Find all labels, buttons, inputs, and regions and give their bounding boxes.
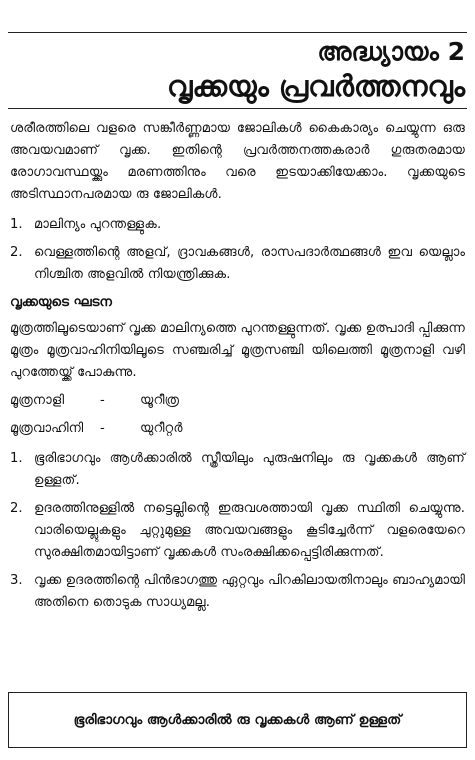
list-number: 2.: [10, 501, 23, 516]
definition-row: [10, 390, 465, 412]
title-rule: [8, 108, 467, 109]
definition-meaning: യുറീറ്റർ: [140, 421, 183, 436]
callout-text: ഭൂരിഭാഗവും ആൾക്കാരിൽ രു വൃക്കകൾ ആണ് ഉള്ളത്: [73, 712, 402, 728]
list-number: 3.: [10, 573, 23, 588]
section-heading: വൃക്കയുടെ ഘടന: [10, 295, 112, 310]
definition-term: മൂത്രവാഹിനി: [10, 421, 84, 436]
list-item: [10, 242, 465, 286]
chapter-number: അദ്ധ്യായം 2: [317, 37, 465, 66]
callout-box: [8, 692, 467, 748]
definition-row: [10, 418, 465, 440]
definition-dash: -: [100, 421, 105, 436]
list-number: 2.: [10, 245, 23, 260]
list-text: വെള്ളത്തിന്റെ അളവ്, ദ്രാവകങ്ങൾ, രാസപദാർത്ഥങ്ങൾ ഇവ യെല്ലാം നിശ്ചിത അളവിൽ നിയന്ത്രിക്കുക.: [34, 245, 465, 282]
list-number: 1.: [10, 217, 23, 232]
chapter-body: [10, 118, 465, 614]
top-rule: [8, 32, 467, 33]
list-item: [10, 448, 465, 492]
facts-list: [10, 448, 465, 614]
list-text: മാലിന്യം പുറന്തള്ളുക.: [34, 217, 162, 232]
list-item: [10, 498, 465, 564]
list-item: [10, 214, 465, 236]
definition-dash: -: [100, 393, 105, 408]
list-item: [10, 570, 465, 614]
functions-list: [10, 214, 465, 286]
list-number: 1.: [10, 451, 23, 466]
definition-meaning: യൂറീത്ര: [140, 393, 180, 408]
list-text: ഭൂരിഭാഗവും ആൾക്കാരിൽ സ്ത്രീയിലും പുരുഷനിലും രു വൃക്കകൾ ആണ് ഉള്ളത്.: [34, 451, 465, 488]
chapter-title: വൃക്കയും പ്രവർത്തനവും: [166, 69, 465, 103]
structure-paragraph: മൂത്രത്തിലൂടെയാണ് വൃക്ക മാലിന്യത്തെ പുറന്തള്ളുന്നത്. വൃക്ക ഉത്പാദി പ്പിക്കുന്ന മൂത്രം മൂത്രവാഹിനിയിലൂടെ സഞ്ചരിച്ച് മൂത്രസഞ്ചി യിലെത്തി മൂത്രനാളി വഴി പുറത്തേയ്ക്ക് പോകുന്നു.: [10, 321, 465, 380]
definition-term: മൂത്രനാളി: [10, 393, 65, 408]
intro-paragraph: ശരീരത്തിലെ വളരെ സങ്കീർണ്ണമായ ജോലികൾ കൈകാര്യം ചെയ്യുന്ന ഒരു അവയവമാണ് വൃക്ക. ഇതിന്റെ പ്രവർത്തനത്തകരാർ ഗുരുതരമായ രോഗാവസ്ഥയ്ക്കും മരണത്തിനും വരെ ഇടയാക്കിയേക്കാം. വൃക്കയുടെ അടിസ്ഥാനപരമായ രു ജോലികൾ.: [10, 121, 465, 202]
list-text: ഉദരത്തിനുള്ളിൽ നട്ടെല്ലിന്റെ ഇരുവശത്തായി വൃക്ക സ്ഥിതി ചെയ്യുന്നു. വാരിയെല്ലുകളും ചുറ്റുമുള്ള അവയവങ്ങളും കൂടിച്ചേർന്ന് വളരെയേറെ സുരക്ഷിതമായിട്ടാണ് വൃക്കകൾ സംരക്ഷിക്കപ്പെട്ടിരിക്കുന്നത്.: [34, 501, 465, 560]
list-text: വൃക്ക ഉദരത്തിന്റെ പിൻഭാഗത്തു ഏറ്റവും പിറകിലായതിനാലും ബാഹ്യമായി അതിനെ തൊടുക സാധ്യമല്ല.: [34, 573, 465, 610]
